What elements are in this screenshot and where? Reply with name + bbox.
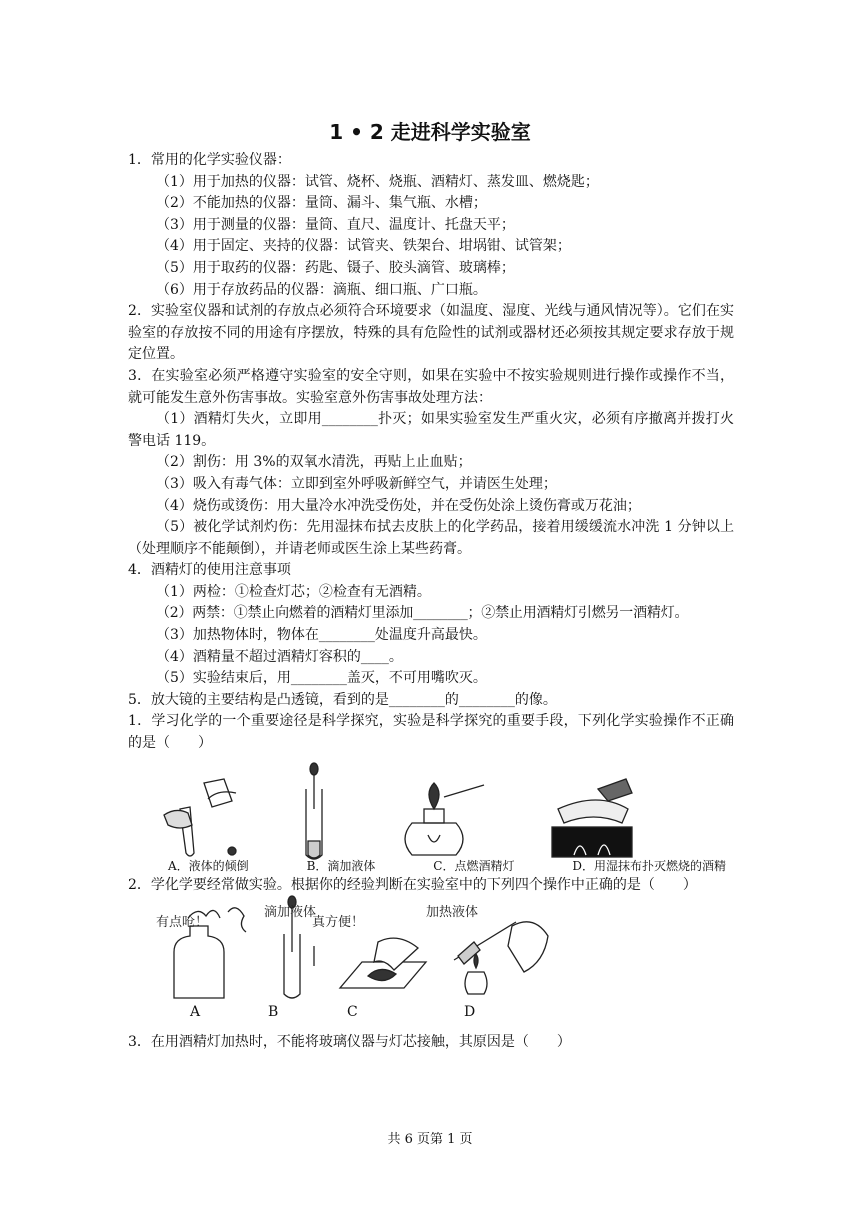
caption-b: B <box>268 1004 279 1021</box>
section-4-heading: 4．酒精灯的使用注意事项 <box>128 562 291 579</box>
caption-b: B．滴加液体 <box>306 858 376 873</box>
caption-d: D．用湿抹布扑灭燃烧的酒精 <box>572 858 726 873</box>
page-footer: 共 6 页第 1 页 <box>387 1132 473 1147</box>
fig2-label-d: 加热液体 <box>426 905 479 921</box>
list-item: （1）用于加热的仪器：试管、烧杯、烧瓶、酒精灯、蒸发皿、燃烧匙； <box>156 173 599 190</box>
list-item: （5）用于取药的仪器：药匙、镊子、胶头滴管、玻璃棒； <box>156 259 515 276</box>
list-item: （1）两检：①检查灯芯；②检查有无酒精。 <box>156 583 431 600</box>
question-2: 2．学化学要经常做实验。根据你的经验判断在实验室中的下列四个操作中正确的是（ ） <box>128 876 697 893</box>
content-body <box>128 150 734 1054</box>
section-3-paragraph: 3．在实验室必须严格遵守实验室的安全守则，如果在实验中不按实验规则进行操作或操作不当，就可能发生意外伤害事故。实验室意外伤害事故处理方法： <box>128 367 734 406</box>
caption-d: D <box>464 1004 476 1021</box>
list-item: （2）割伤：用 3%的双氧水清洗，再贴上止血贴； <box>156 454 472 471</box>
section-1-heading: 1．常用的化学实验仪器： <box>128 152 291 168</box>
list-item: （2）不能加热的仪器：量筒、漏斗、集气瓶、水槽； <box>156 195 487 212</box>
list-item: （4）用于固定、夹持的仪器：试管夹、铁架台、坩埚钳、试管架； <box>156 238 571 255</box>
figure-1-captions <box>128 857 734 875</box>
list-item: （1）酒精灯失火，立即用________扑灭；如果实验室发生严重火灾，必须有序撤离并拨打火警电话 119。 <box>128 411 734 449</box>
list-item: （3）用于测量的仪器：量筒、直尺、温度计、托盘天平； <box>156 216 515 233</box>
list-item: （6）用于存放药品的仪器：滴瓶、细口瓶、广口瓶。 <box>156 281 487 298</box>
question-3: 3．在用酒精灯加热时，不能将玻璃仪器与灯芯接触，其原因是（ ） <box>128 1034 571 1051</box>
list-item: （5）实验结束后，用________盖灭，不可用嘴吹灭。 <box>156 670 487 687</box>
caption-c: C <box>347 1004 358 1021</box>
list-item: （2）两禁：①禁止向燃着的酒精灯里添加________；②禁止用酒精灯引燃另一酒精灯。 <box>156 605 689 622</box>
figure-lab-operations-1 <box>128 779 734 857</box>
list-item: （4）酒精量不超过酒精灯容积的____。 <box>156 648 403 665</box>
caption-a: A．液体的倾倒 <box>168 858 249 873</box>
section-2-paragraph: 2．实验室仪器和试剂的存放点必须符合环境要求（如温度、湿度、光线与通风情况等）。它们在实验室的存放按不同的用途有序摆放，特殊的具有危险性的试剂或器材还必须按其规定要求存放于规定位置。 <box>128 303 734 363</box>
fig2-label-a: 有点呛！ <box>156 915 209 931</box>
lab-operations-illustration-2 <box>128 902 734 1002</box>
list-item: （4）烧伤或烫伤：用大量冷水冲洗受伤处，并在受伤处涂上烫伤膏或万花油； <box>156 497 641 514</box>
list-item: （5）被化学试剂灼伤：先用湿抹布拭去皮肤上的化学药品，接着用缓缓流水冲洗 1 分钟以上（处理顺序不能颠倒），并请老师或医生涂上某些药膏。 <box>128 519 734 557</box>
caption-a: A <box>190 1004 201 1021</box>
figure-2-captions <box>128 1002 734 1022</box>
section-5-line: 5．放大镜的主要结构是凸透镜，看到的是________的________的像。 <box>128 691 557 708</box>
lab-operations-illustration <box>128 779 734 857</box>
figure-lab-operations-2 <box>128 902 734 1002</box>
list-item: （3）吸入有毒气体：立即到室外呼吸新鲜空气，并请医生处理； <box>156 475 557 492</box>
list-item: （3）加热物体时，物体在________处温度升高最快。 <box>156 627 487 644</box>
fig2-label-b2: 真方便！ <box>312 915 365 931</box>
caption-c: C．点燃酒精灯 <box>433 858 515 873</box>
fig2-label-b: 滴加液体 <box>264 905 317 921</box>
page-title: 1 • 2 走进科学实验室 <box>329 120 531 144</box>
question-1: 1．学习化学的一个重要途径是科学探究，实验是科学探究的重要手段，下列化学实验操作不正确的是（ ） <box>128 713 734 752</box>
